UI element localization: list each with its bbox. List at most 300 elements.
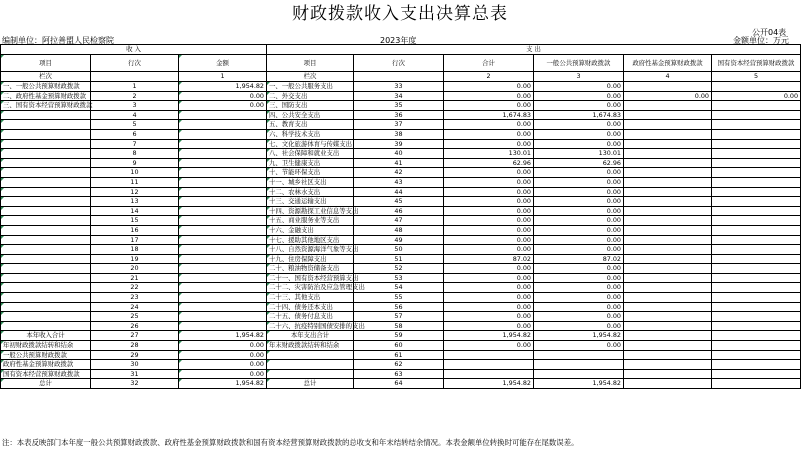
total-cell: 0.00 bbox=[444, 264, 534, 274]
expense-row-no-cell: 50 bbox=[354, 245, 444, 255]
expense-row-no-cell: 39 bbox=[354, 139, 444, 149]
gov-fund-cell bbox=[624, 264, 712, 274]
gov-fund-cell bbox=[624, 321, 712, 331]
gov-fund-cell bbox=[624, 225, 712, 235]
state-capital-cell bbox=[712, 101, 801, 111]
state-capital-cell bbox=[712, 254, 801, 264]
expense-item-cell: 二十六、抗疫特别国债安排的支出 bbox=[267, 321, 354, 331]
income-row-no-header: 行次 bbox=[91, 55, 179, 72]
income-amount-cell bbox=[179, 283, 267, 293]
gov-fund-cell bbox=[624, 187, 712, 197]
income-index-blank bbox=[91, 72, 179, 82]
expense-row-no-cell: 54 bbox=[354, 283, 444, 293]
gov-fund-cell bbox=[624, 273, 712, 283]
expense-item-cell: 一、一般公共服务支出 bbox=[267, 82, 354, 92]
income-row-no-cell: 11 bbox=[91, 177, 179, 187]
income-amount-cell bbox=[179, 120, 267, 130]
general-budget-cell: 0.00 bbox=[534, 293, 624, 303]
expense-item-cell: 九、卫生健康支出 bbox=[267, 158, 354, 168]
gov-fund-cell bbox=[624, 293, 712, 303]
income-amount-cell bbox=[179, 293, 267, 303]
general-budget-cell bbox=[534, 369, 624, 379]
income-row-no-cell: 2 bbox=[91, 91, 179, 101]
total-cell: 130.01 bbox=[444, 149, 534, 159]
income-row-no-cell: 22 bbox=[91, 283, 179, 293]
expense-item-cell bbox=[267, 360, 354, 370]
income-amount-cell bbox=[179, 216, 267, 226]
income-amount-cell: 0.00 bbox=[179, 360, 267, 370]
income-row-no-cell: 27 bbox=[91, 331, 179, 341]
income-item-cell bbox=[1, 216, 91, 226]
state-capital-cell bbox=[712, 177, 801, 187]
table-row bbox=[1, 158, 801, 168]
general-budget-cell: 0.00 bbox=[534, 206, 624, 216]
table-row bbox=[1, 245, 801, 255]
income-amount-cell bbox=[179, 139, 267, 149]
income-item-cell: 一般公共预算财政拨款 bbox=[1, 350, 91, 360]
expense-item-cell: 十四、资源勘探工业信息等支出 bbox=[267, 206, 354, 216]
expense-item-cell: 二十五、债务付息支出 bbox=[267, 312, 354, 322]
expense-item-cell: 五、教育支出 bbox=[267, 120, 354, 130]
total-cell: 0.00 bbox=[444, 197, 534, 207]
income-row-no-cell: 15 bbox=[91, 216, 179, 226]
table-row bbox=[1, 225, 801, 235]
expense-row-no-cell: 36 bbox=[354, 110, 444, 120]
table-row bbox=[1, 321, 801, 331]
expense-row-no-cell: 59 bbox=[354, 331, 444, 341]
state-capital-cell bbox=[712, 235, 801, 245]
col-5-index: 5 bbox=[712, 72, 801, 82]
income-row-no-cell: 31 bbox=[91, 369, 179, 379]
income-amount-header: 金额 bbox=[179, 55, 267, 72]
income-item-cell bbox=[1, 149, 91, 159]
income-amount-cell bbox=[179, 206, 267, 216]
income-row-no-cell: 17 bbox=[91, 235, 179, 245]
state-capital-cell bbox=[712, 158, 801, 168]
income-item-cell: 国有资本经营预算财政拨款 bbox=[1, 369, 91, 379]
income-item-cell bbox=[1, 139, 91, 149]
table-row bbox=[1, 360, 801, 370]
income-index-label: 栏次 bbox=[1, 72, 91, 82]
expense-row-no-cell: 55 bbox=[354, 293, 444, 303]
income-row-no-cell: 24 bbox=[91, 302, 179, 312]
total-cell: 0.00 bbox=[444, 321, 534, 331]
total-cell bbox=[444, 369, 534, 379]
total-cell: 0.00 bbox=[444, 312, 534, 322]
table-row bbox=[1, 341, 801, 351]
income-amount-cell: 0.00 bbox=[179, 101, 267, 111]
expense-item-cell: 二十三、其他支出 bbox=[267, 293, 354, 303]
table-row bbox=[1, 139, 801, 149]
expense-item-cell: 二十二、灾害防治及应急管理支出 bbox=[267, 283, 354, 293]
general-budget-cell: 1,954.82 bbox=[534, 379, 624, 389]
state-capital-cell bbox=[712, 225, 801, 235]
income-row-no-cell: 5 bbox=[91, 120, 179, 130]
footnote: 注：本表反映部门本年度一般公共预算财政拨款、政府性基金预算财政拨款和国有资本经营预算财政拨款的总收支和年末结转结余情况。本表金额单位转换时可能存在尾数误差。 bbox=[2, 438, 579, 447]
table-row bbox=[1, 312, 801, 322]
state-capital-header: 国有资本经营预算财政拨款 bbox=[712, 55, 801, 72]
income-row-no-cell: 8 bbox=[91, 149, 179, 159]
general-budget-cell: 0.00 bbox=[534, 91, 624, 101]
income-row-no-cell: 16 bbox=[91, 225, 179, 235]
general-budget-cell: 0.00 bbox=[534, 168, 624, 178]
page-title: 财政拨款收入支出决算总表 bbox=[292, 4, 508, 24]
income-row-no-cell: 1 bbox=[91, 82, 179, 92]
expense-item-cell: 十三、交通运输支出 bbox=[267, 197, 354, 207]
general-budget-cell: 0.00 bbox=[534, 187, 624, 197]
column-header-row bbox=[1, 55, 801, 72]
income-item-cell bbox=[1, 197, 91, 207]
expense-row-no-cell: 51 bbox=[354, 254, 444, 264]
expense-row-no-cell: 58 bbox=[354, 321, 444, 331]
expense-item-cell: 年末财政拨款结转和结余 bbox=[267, 341, 354, 351]
general-budget-cell: 87.02 bbox=[534, 254, 624, 264]
income-row-no-cell: 25 bbox=[91, 312, 179, 322]
table-row bbox=[1, 379, 801, 389]
income-row-no-cell: 21 bbox=[91, 273, 179, 283]
expense-item-cell: 六、科学技术支出 bbox=[267, 129, 354, 139]
state-capital-cell bbox=[712, 187, 801, 197]
state-capital-cell bbox=[712, 302, 801, 312]
expense-row-no-cell: 37 bbox=[354, 120, 444, 130]
expense-item-cell: 四、公共安全支出 bbox=[267, 110, 354, 120]
general-budget-header: 一般公共预算财政拨款 bbox=[534, 55, 624, 72]
expense-item-cell bbox=[267, 369, 354, 379]
income-amount-cell: 1,954.82 bbox=[179, 82, 267, 92]
table-row bbox=[1, 283, 801, 293]
state-capital-cell bbox=[712, 369, 801, 379]
state-capital-cell bbox=[712, 129, 801, 139]
gov-fund-cell bbox=[624, 312, 712, 322]
expense-row-no-cell: 45 bbox=[354, 197, 444, 207]
income-item-cell bbox=[1, 312, 91, 322]
general-budget-cell: 0.00 bbox=[534, 283, 624, 293]
expense-item-cell: 十八、自然资源海洋气象等支出 bbox=[267, 245, 354, 255]
total-cell: 0.00 bbox=[444, 206, 534, 216]
column-index-row bbox=[1, 72, 801, 82]
income-amount-cell bbox=[179, 312, 267, 322]
total-cell: 0.00 bbox=[444, 216, 534, 226]
table-row bbox=[1, 197, 801, 207]
general-budget-cell: 0.00 bbox=[534, 321, 624, 331]
general-budget-cell: 0.00 bbox=[534, 341, 624, 351]
state-capital-cell bbox=[712, 120, 801, 130]
col-3-index: 3 bbox=[534, 72, 624, 82]
state-capital-cell bbox=[712, 216, 801, 226]
general-budget-cell: 130.01 bbox=[534, 149, 624, 159]
expense-row-no-cell: 56 bbox=[354, 302, 444, 312]
income-amount-cell bbox=[179, 264, 267, 274]
income-amount-cell: 0.00 bbox=[179, 350, 267, 360]
gov-fund-cell bbox=[624, 158, 712, 168]
general-budget-cell: 0.00 bbox=[534, 139, 624, 149]
income-item-cell bbox=[1, 168, 91, 178]
general-budget-cell: 0.00 bbox=[534, 273, 624, 283]
expense-row-no-cell: 44 bbox=[354, 187, 444, 197]
total-cell: 0.00 bbox=[444, 120, 534, 130]
general-budget-cell: 62.96 bbox=[534, 158, 624, 168]
income-row-no-cell: 3 bbox=[91, 101, 179, 111]
table-row bbox=[1, 369, 801, 379]
expense-item-cell: 本年支出合计 bbox=[267, 331, 354, 341]
income-amount-cell bbox=[179, 168, 267, 178]
income-row-no-cell: 32 bbox=[91, 379, 179, 389]
income-item-cell bbox=[1, 302, 91, 312]
income-amount-cell bbox=[179, 302, 267, 312]
general-budget-cell: 0.00 bbox=[534, 101, 624, 111]
gov-fund-cell bbox=[624, 379, 712, 389]
income-item-cell bbox=[1, 245, 91, 255]
gov-fund-cell bbox=[624, 206, 712, 216]
general-budget-cell: 0.00 bbox=[534, 120, 624, 130]
expense-item-cell: 十七、援助其他地区支出 bbox=[267, 235, 354, 245]
expense-index-label: 栏次 bbox=[267, 72, 354, 82]
gov-fund-header: 政府性基金预算财政拨款 bbox=[624, 55, 712, 72]
general-budget-cell: 1,674.83 bbox=[534, 110, 624, 120]
general-budget-cell bbox=[534, 360, 624, 370]
gov-fund-cell bbox=[624, 350, 712, 360]
total-cell: 0.00 bbox=[444, 341, 534, 351]
col-1-index: 1 bbox=[179, 72, 267, 82]
income-item-cell bbox=[1, 120, 91, 130]
expense-item-cell: 十五、商业服务业等支出 bbox=[267, 216, 354, 226]
total-cell: 0.00 bbox=[444, 177, 534, 187]
state-capital-cell bbox=[712, 379, 801, 389]
expense-item-cell: 二十四、债务还本支出 bbox=[267, 302, 354, 312]
income-amount-cell bbox=[179, 273, 267, 283]
state-capital-cell bbox=[712, 273, 801, 283]
total-cell: 0.00 bbox=[444, 273, 534, 283]
expense-item-cell: 十一、城乡社区支出 bbox=[267, 177, 354, 187]
state-capital-cell bbox=[712, 321, 801, 331]
expense-row-no-cell: 42 bbox=[354, 168, 444, 178]
gov-fund-cell bbox=[624, 129, 712, 139]
gov-fund-cell bbox=[624, 197, 712, 207]
income-row-no-cell: 4 bbox=[91, 110, 179, 120]
total-cell: 1,954.82 bbox=[444, 379, 534, 389]
total-cell: 0.00 bbox=[444, 293, 534, 303]
summary-table bbox=[0, 44, 801, 389]
income-amount-cell bbox=[179, 225, 267, 235]
table-row bbox=[1, 101, 801, 111]
expense-row-no-cell: 63 bbox=[354, 369, 444, 379]
income-row-no-cell: 18 bbox=[91, 245, 179, 255]
income-item-cell bbox=[1, 177, 91, 187]
gov-fund-cell bbox=[624, 302, 712, 312]
general-budget-cell: 0.00 bbox=[534, 129, 624, 139]
income-row-no-cell: 20 bbox=[91, 264, 179, 274]
state-capital-cell bbox=[712, 283, 801, 293]
general-budget-cell: 0.00 bbox=[534, 264, 624, 274]
total-cell: 1,674.83 bbox=[444, 110, 534, 120]
state-capital-cell bbox=[712, 331, 801, 341]
table-row bbox=[1, 168, 801, 178]
income-item-cell bbox=[1, 235, 91, 245]
table-row bbox=[1, 293, 801, 303]
expense-row-no-cell: 47 bbox=[354, 216, 444, 226]
income-amount-cell bbox=[179, 245, 267, 255]
state-capital-cell bbox=[712, 168, 801, 178]
general-budget-cell: 0.00 bbox=[534, 245, 624, 255]
income-amount-cell bbox=[179, 158, 267, 168]
state-capital-cell bbox=[712, 139, 801, 149]
state-capital-cell bbox=[712, 360, 801, 370]
total-cell: 0.00 bbox=[444, 168, 534, 178]
general-budget-cell: 0.00 bbox=[534, 225, 624, 235]
table-row bbox=[1, 149, 801, 159]
income-item-cell: 三、国有资本经营预算财政拨款 bbox=[1, 101, 91, 111]
expense-row-no-cell: 38 bbox=[354, 129, 444, 139]
income-item-cell: 一、一般公共预算财政拨款 bbox=[1, 82, 91, 92]
table-row bbox=[1, 235, 801, 245]
income-item-cell bbox=[1, 264, 91, 274]
state-capital-cell bbox=[712, 341, 801, 351]
state-capital-cell bbox=[712, 264, 801, 274]
income-row-no-cell: 10 bbox=[91, 168, 179, 178]
expense-item-cell: 十六、金融支出 bbox=[267, 225, 354, 235]
income-amount-cell bbox=[179, 177, 267, 187]
total-cell: 0.00 bbox=[444, 283, 534, 293]
income-item-cell bbox=[1, 321, 91, 331]
expense-item-cell: 十九、住房保障支出 bbox=[267, 254, 354, 264]
income-amount-cell bbox=[179, 254, 267, 264]
table-row bbox=[1, 350, 801, 360]
income-item-cell: 总计 bbox=[1, 379, 91, 389]
income-row-no-cell: 9 bbox=[91, 158, 179, 168]
expense-row-no-cell: 48 bbox=[354, 225, 444, 235]
total-cell: 1,954.82 bbox=[444, 331, 534, 341]
income-item-cell: 政府性基金预算财政拨款 bbox=[1, 360, 91, 370]
expense-row-no-cell: 41 bbox=[354, 158, 444, 168]
income-row-no-cell: 6 bbox=[91, 129, 179, 139]
expense-index-blank bbox=[354, 72, 444, 82]
state-capital-cell bbox=[712, 82, 801, 92]
income-row-no-cell: 14 bbox=[91, 206, 179, 216]
expense-row-no-cell: 35 bbox=[354, 101, 444, 111]
income-row-no-cell: 7 bbox=[91, 139, 179, 149]
expense-item-header: 项目 bbox=[267, 55, 354, 72]
expense-row-no-cell: 43 bbox=[354, 177, 444, 187]
state-capital-cell bbox=[712, 110, 801, 120]
table-row bbox=[1, 206, 801, 216]
state-capital-cell: 0.00 bbox=[712, 91, 801, 101]
expense-row-no-cell: 60 bbox=[354, 341, 444, 351]
total-cell: 0.00 bbox=[444, 187, 534, 197]
income-item-cell bbox=[1, 158, 91, 168]
income-item-header: 项目 bbox=[1, 55, 91, 72]
expense-item-cell: 二十、粮油物资储备支出 bbox=[267, 264, 354, 274]
state-capital-cell bbox=[712, 149, 801, 159]
gov-fund-cell bbox=[624, 120, 712, 130]
income-row-no-cell: 26 bbox=[91, 321, 179, 331]
expense-item-cell: 总计 bbox=[267, 379, 354, 389]
income-amount-cell bbox=[179, 187, 267, 197]
income-item-cell: 二、政府性基金预算财政拨款 bbox=[1, 91, 91, 101]
income-row-no-cell: 29 bbox=[91, 350, 179, 360]
expense-row-no-header: 行次 bbox=[354, 55, 444, 72]
gov-fund-cell bbox=[624, 139, 712, 149]
income-row-no-cell: 13 bbox=[91, 197, 179, 207]
income-amount-cell bbox=[179, 149, 267, 159]
total-cell: 0.00 bbox=[444, 302, 534, 312]
table-row bbox=[1, 177, 801, 187]
income-item-cell bbox=[1, 254, 91, 264]
gov-fund-cell bbox=[624, 82, 712, 92]
expense-row-no-cell: 57 bbox=[354, 312, 444, 322]
income-row-no-cell: 28 bbox=[91, 341, 179, 351]
expense-header: 支 出 bbox=[267, 45, 801, 55]
table-row bbox=[1, 91, 801, 101]
total-cell: 62.96 bbox=[444, 158, 534, 168]
total-cell: 0.00 bbox=[444, 129, 534, 139]
total-header: 合计 bbox=[444, 55, 534, 72]
income-row-no-cell: 23 bbox=[91, 293, 179, 303]
income-item-cell bbox=[1, 206, 91, 216]
expense-item-cell: 二、外交支出 bbox=[267, 91, 354, 101]
expense-row-no-cell: 46 bbox=[354, 206, 444, 216]
gov-fund-cell bbox=[624, 254, 712, 264]
expense-item-cell: 七、文化旅游体育与传媒支出 bbox=[267, 139, 354, 149]
gov-fund-cell bbox=[624, 283, 712, 293]
total-cell: 0.00 bbox=[444, 101, 534, 111]
expense-row-no-cell: 40 bbox=[354, 149, 444, 159]
table-row bbox=[1, 331, 801, 341]
income-item-cell bbox=[1, 110, 91, 120]
total-cell: 0.00 bbox=[444, 225, 534, 235]
general-budget-cell bbox=[534, 350, 624, 360]
gov-fund-cell bbox=[624, 245, 712, 255]
form-number: 公开04表 bbox=[752, 28, 787, 37]
expense-row-no-cell: 62 bbox=[354, 360, 444, 370]
state-capital-cell bbox=[712, 197, 801, 207]
gov-fund-cell: 0.00 bbox=[624, 91, 712, 101]
state-capital-cell bbox=[712, 350, 801, 360]
general-budget-cell: 0.00 bbox=[534, 312, 624, 322]
table-row bbox=[1, 302, 801, 312]
gov-fund-cell bbox=[624, 149, 712, 159]
currency-label: 金额单位：万元 bbox=[733, 36, 789, 45]
income-amount-cell: 0.00 bbox=[179, 91, 267, 101]
gov-fund-cell bbox=[624, 168, 712, 178]
income-item-cell bbox=[1, 129, 91, 139]
state-capital-cell bbox=[712, 312, 801, 322]
expense-item-cell: 三、国防支出 bbox=[267, 101, 354, 111]
gov-fund-cell bbox=[624, 101, 712, 111]
income-item-cell bbox=[1, 283, 91, 293]
state-capital-cell bbox=[712, 293, 801, 303]
income-amount-cell bbox=[179, 235, 267, 245]
income-row-no-cell: 30 bbox=[91, 360, 179, 370]
general-budget-cell: 0.00 bbox=[534, 235, 624, 245]
table-row bbox=[1, 254, 801, 264]
total-cell: 0.00 bbox=[444, 139, 534, 149]
expense-row-no-cell: 52 bbox=[354, 264, 444, 274]
general-budget-cell: 0.00 bbox=[534, 177, 624, 187]
income-amount-cell bbox=[179, 129, 267, 139]
income-amount-cell: 1,954.82 bbox=[179, 331, 267, 341]
general-budget-cell: 0.00 bbox=[534, 197, 624, 207]
gov-fund-cell bbox=[624, 177, 712, 187]
expense-row-no-cell: 61 bbox=[354, 350, 444, 360]
state-capital-cell bbox=[712, 245, 801, 255]
gov-fund-cell bbox=[624, 110, 712, 120]
expense-item-cell: 十、节能环保支出 bbox=[267, 168, 354, 178]
table-row bbox=[1, 264, 801, 274]
income-row-no-cell: 12 bbox=[91, 187, 179, 197]
table-row bbox=[1, 129, 801, 139]
table-row bbox=[1, 110, 801, 120]
general-budget-cell: 0.00 bbox=[534, 216, 624, 226]
